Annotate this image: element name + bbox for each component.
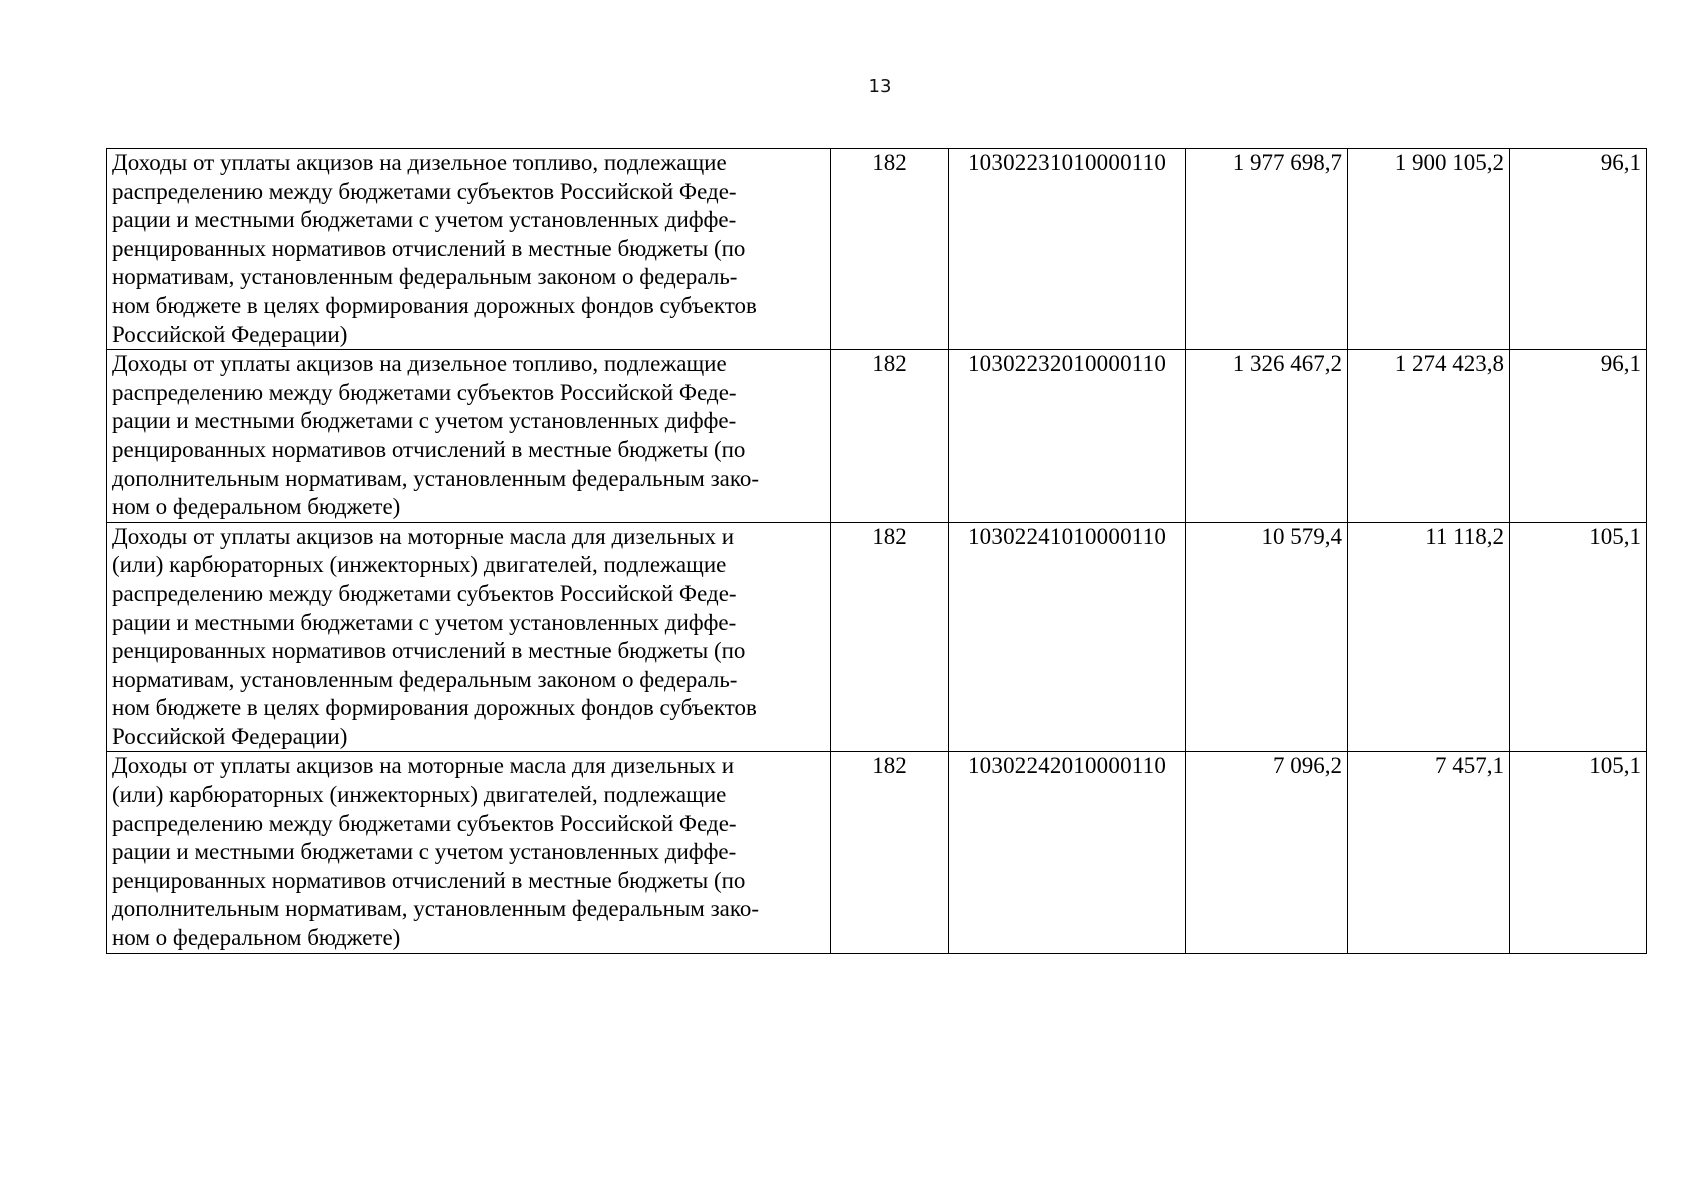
revenue-description-cell <box>107 522 831 752</box>
description-line: ренцированных нормативов отчислений в местные бюджеты (по <box>112 638 746 664</box>
revenue-description-cell <box>107 149 831 350</box>
table-row <box>107 350 1647 523</box>
description-line: ренцированных нормативов отчислений в местные бюджеты (по <box>112 867 746 893</box>
revenue-code-cell: 10302242010000110 <box>949 752 1186 953</box>
admin-code-cell: 182 <box>831 752 949 953</box>
description-line: ренцированных нормативов отчислений в местные бюджеты (по <box>112 436 746 462</box>
description-line: ренцированных нормативов отчислений в местные бюджеты (по <box>112 235 746 261</box>
description-line: Доходы от уплаты акцизов на дизельное топливо, подлежащие <box>112 351 727 377</box>
table-row <box>107 752 1647 953</box>
revenue-description-cell <box>107 350 831 523</box>
description-line: дополнительным нормативам, установленным федеральным зако- <box>112 896 760 922</box>
description-line: Российской Федерации) <box>112 723 348 749</box>
admin-code-cell: 182 <box>831 149 949 350</box>
actual-amount-cell: 1 274 423,8 <box>1348 350 1510 523</box>
description-line: ном о федеральном бюджете) <box>112 925 401 951</box>
revenue-description-cell <box>107 752 831 953</box>
description-line: Доходы от уплаты акцизов на моторные масла для дизельных и <box>112 523 735 549</box>
page-number: 13 <box>868 76 892 97</box>
description-line: ном бюджете в целях формирования дорожных фондов субъектов <box>112 292 757 318</box>
description-line: рации и местными бюджетами с учетом установленных диффе- <box>112 609 737 635</box>
description-line: распределению между бюджетами субъектов Российской Феде- <box>112 580 737 606</box>
description-line: ном о федеральном бюджете) <box>112 494 401 520</box>
planned-amount-cell: 10 579,4 <box>1186 522 1348 752</box>
planned-amount-cell: 1 326 467,2 <box>1186 350 1348 523</box>
revenue-table <box>106 148 1647 954</box>
revenue-code-cell: 10302231010000110 <box>949 149 1186 350</box>
actual-amount-cell: 7 457,1 <box>1348 752 1510 953</box>
description-line: нормативам, установленным федеральным законом о федераль- <box>112 264 738 290</box>
planned-amount-cell: 7 096,2 <box>1186 752 1348 953</box>
description-line: рации и местными бюджетами с учетом установленных диффе- <box>112 207 737 233</box>
planned-amount-cell: 1 977 698,7 <box>1186 149 1348 350</box>
table-row <box>107 522 1647 752</box>
revenue-code-cell: 10302241010000110 <box>949 522 1186 752</box>
description-line: рации и местными бюджетами с учетом установленных диффе- <box>112 408 737 434</box>
description-line: (или) карбюраторных (инжекторных) двигателей, подлежащие <box>112 782 727 808</box>
description-line: Российской Федерации) <box>112 321 348 347</box>
admin-code-cell: 182 <box>831 350 949 523</box>
description-line: (или) карбюраторных (инжекторных) двигателей, подлежащие <box>112 552 727 578</box>
description-line: Доходы от уплаты акцизов на дизельное топливо, подлежащие <box>112 150 727 175</box>
description-line: распределению между бюджетами субъектов Российской Феде- <box>112 379 737 405</box>
revenue-code-cell: 10302232010000110 <box>949 350 1186 523</box>
description-line: распределению между бюджетами субъектов Российской Феде- <box>112 178 737 204</box>
description-line: рации и местными бюджетами с учетом установленных диффе- <box>112 839 737 865</box>
percent-cell: 96,1 <box>1510 149 1647 350</box>
admin-code-cell: 182 <box>831 522 949 752</box>
description-line: Доходы от уплаты акцизов на моторные масла для дизельных и <box>112 753 735 779</box>
table-row <box>107 149 1647 350</box>
actual-amount-cell: 1 900 105,2 <box>1348 149 1510 350</box>
description-line: распределению между бюджетами субъектов Российской Феде- <box>112 810 737 836</box>
description-line: ном бюджете в целях формирования дорожных фондов субъектов <box>112 695 757 721</box>
description-line: нормативам, установленным федеральным законом о федераль- <box>112 666 738 692</box>
percent-cell: 105,1 <box>1510 522 1647 752</box>
percent-cell: 105,1 <box>1510 752 1647 953</box>
actual-amount-cell: 11 118,2 <box>1348 522 1510 752</box>
percent-cell: 96,1 <box>1510 350 1647 523</box>
description-line: дополнительным нормативам, установленным федеральным зако- <box>112 465 760 491</box>
